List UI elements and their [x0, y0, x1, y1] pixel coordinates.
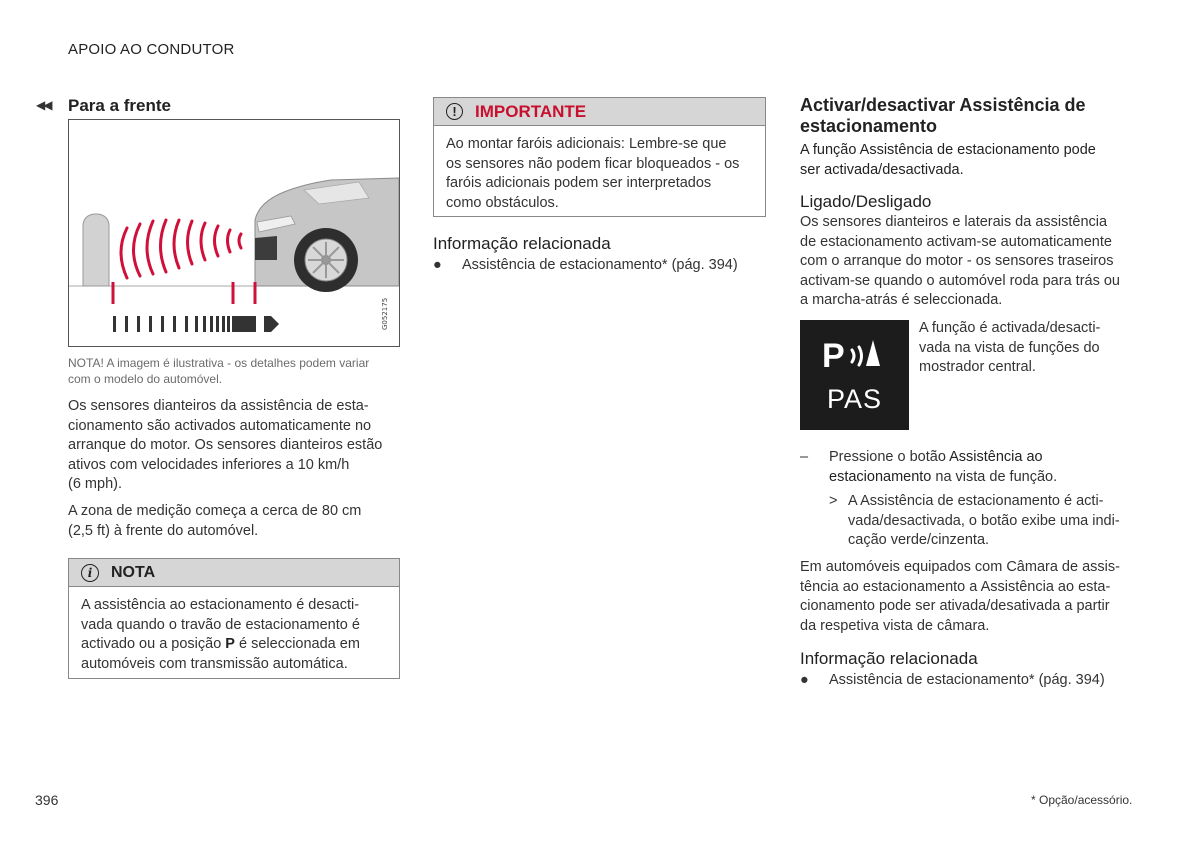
important-line: faróis adicionais podem ser interpretados	[446, 175, 712, 192]
result-line	[829, 492, 1144, 512]
related-link[interactable]: Assistência de estacionamento* (pág. 394)	[462, 257, 738, 273]
warning-icon: !	[446, 103, 463, 120]
car-grille	[255, 236, 277, 260]
caption-line: NOTA! A imagem é ilustrativa - os detalhes podem variar	[68, 356, 370, 370]
result-line	[829, 531, 1144, 551]
note-line: vada quando o travão de estacionamento é	[81, 616, 360, 633]
paragraph-measurement-zone	[68, 502, 408, 541]
rim-spokes	[308, 242, 344, 278]
text-line: cionamento pode ser ativada/desativada a partir	[800, 598, 1110, 615]
step-line	[800, 468, 1145, 488]
pas-label: PAS	[826, 384, 883, 414]
text-line: A função é activada/desacti-	[919, 320, 1101, 336]
distance-bar	[113, 316, 279, 332]
pas-function-button[interactable]	[800, 320, 909, 430]
text-line: tência ao estacionamento a Assistência ao esta-	[800, 578, 1111, 595]
text-line: mostrador central.	[919, 359, 1036, 376]
note-box	[68, 558, 400, 679]
text-line: Os sensores dianteiros e laterais da assistência	[800, 214, 1108, 230]
step-press-button	[800, 448, 1145, 487]
important-box-header	[434, 98, 765, 126]
intro-paragraph	[800, 141, 1140, 180]
text-line: Em automóveis equipados com Câmara de assis-	[800, 559, 1120, 575]
step-result	[829, 492, 1144, 551]
step-pre: Pressione o botão	[829, 449, 950, 465]
result-text: A Assistência de estacionamento é acti-	[848, 493, 1104, 509]
paragraph-sensors-front	[68, 397, 408, 495]
page-number: 396	[35, 792, 59, 808]
bullet-icon: ●	[433, 257, 442, 273]
step-dash: –	[800, 449, 809, 465]
result-line	[829, 512, 1144, 532]
info-icon: i	[81, 564, 99, 582]
related-info-heading: Informação relacionada	[433, 234, 611, 253]
note-line: A assistência ao estacionamento é desacti-	[81, 597, 360, 613]
figure-caption	[68, 355, 408, 387]
figure-code: G052175	[381, 297, 389, 330]
bollard	[83, 214, 109, 286]
step-button-name: Assistência ao	[949, 449, 1043, 465]
heading-line: estacionamento	[800, 116, 938, 136]
text-line: A função Assistência de estacionamento pode	[800, 142, 1096, 158]
double-chevron-left-icon[interactable]: ◀◀	[36, 98, 51, 112]
text-line: com o arranque do motor - os sensores traseiros	[800, 253, 1114, 270]
note-line	[81, 635, 387, 655]
gear-position-p: P	[225, 636, 235, 653]
text-line: de estacionamento activam-se automaticamente	[800, 233, 1112, 250]
svg-text:P: P	[822, 337, 845, 375]
text-line: ser activada/desactivada.	[800, 161, 964, 178]
note-text: é seleccionada em	[234, 636, 360, 653]
note-text: activado ou a posição	[81, 636, 226, 653]
text-line: activam-se quando o automóvel roda para trás ou	[800, 272, 1120, 289]
footnote: * Opção/acessório.	[1031, 793, 1133, 807]
running-head: APOIO AO CONDUTOR	[68, 41, 235, 58]
step-button-name: estacionamento	[829, 468, 932, 485]
text-line: (6 mph).	[68, 476, 122, 493]
note-title: NOTA	[111, 563, 156, 581]
text-line: (2,5 ft) à frente do automóvel.	[68, 522, 259, 539]
text-line: vada na vista de funções do	[919, 339, 1100, 356]
important-line: os sensores não podem ficar bloqueados - os	[446, 155, 740, 172]
text-line: arranque do motor. Os sensores dianteiros estão	[68, 437, 383, 454]
important-title: IMPORTANTE	[475, 101, 587, 121]
paragraph-sensors-activate	[800, 213, 1140, 311]
parking-sensor-icon	[800, 320, 909, 380]
heading-line: Activar/desactivar Assistência de	[800, 95, 1086, 115]
text-line: A zona de medição começa a cerca de 80 cm	[68, 503, 362, 519]
result-text: cação verde/cinzenta.	[848, 532, 990, 549]
text-line: Os sensores dianteiros da assistência de esta-	[68, 398, 369, 414]
illustration-svg	[69, 120, 399, 346]
caption-line: com o modelo do automóvel.	[68, 372, 223, 386]
text-line: ativos com velocidades inferiores a 10 km/h	[68, 456, 350, 473]
important-box	[433, 97, 766, 217]
important-line: Ao montar faróis adicionais: Lembre-se que	[446, 136, 727, 152]
text-line: da respetiva vista de câmara.	[800, 617, 990, 634]
sensor-waves	[121, 220, 241, 278]
step-post: na vista de função.	[931, 468, 1058, 485]
step-text	[829, 448, 1043, 468]
related-item[interactable]	[433, 256, 773, 276]
tile-description	[919, 319, 1139, 378]
related-info-heading: Informação relacionada	[800, 649, 978, 668]
note-line: automóveis com transmissão automática.	[81, 655, 348, 672]
step-text	[829, 468, 1057, 488]
related-link[interactable]: Assistência de estacionamento* (pág. 394)	[829, 672, 1105, 688]
related-item[interactable]	[800, 671, 1145, 691]
text-line: cionamento são activados automaticamente no	[68, 417, 372, 434]
bullet-icon: ●	[800, 672, 809, 688]
important-line: como obstáculos.	[446, 194, 559, 211]
result-text: vada/desactivada, o botão exibe uma indi-	[848, 512, 1120, 529]
step-line	[800, 448, 1145, 468]
important-body	[434, 126, 765, 223]
on-off-heading: Ligado/Desligado	[800, 192, 932, 211]
note-box-header	[69, 559, 399, 587]
section-heading-forward: Para a frente	[68, 96, 171, 115]
parking-sensor-illustration	[68, 119, 400, 347]
text-line: a marcha-atrás é seleccionada.	[800, 292, 1003, 309]
note-body	[69, 587, 399, 684]
result-marker: >	[829, 493, 838, 509]
section-heading-activate	[800, 95, 1140, 137]
paragraph-camera	[800, 558, 1145, 636]
